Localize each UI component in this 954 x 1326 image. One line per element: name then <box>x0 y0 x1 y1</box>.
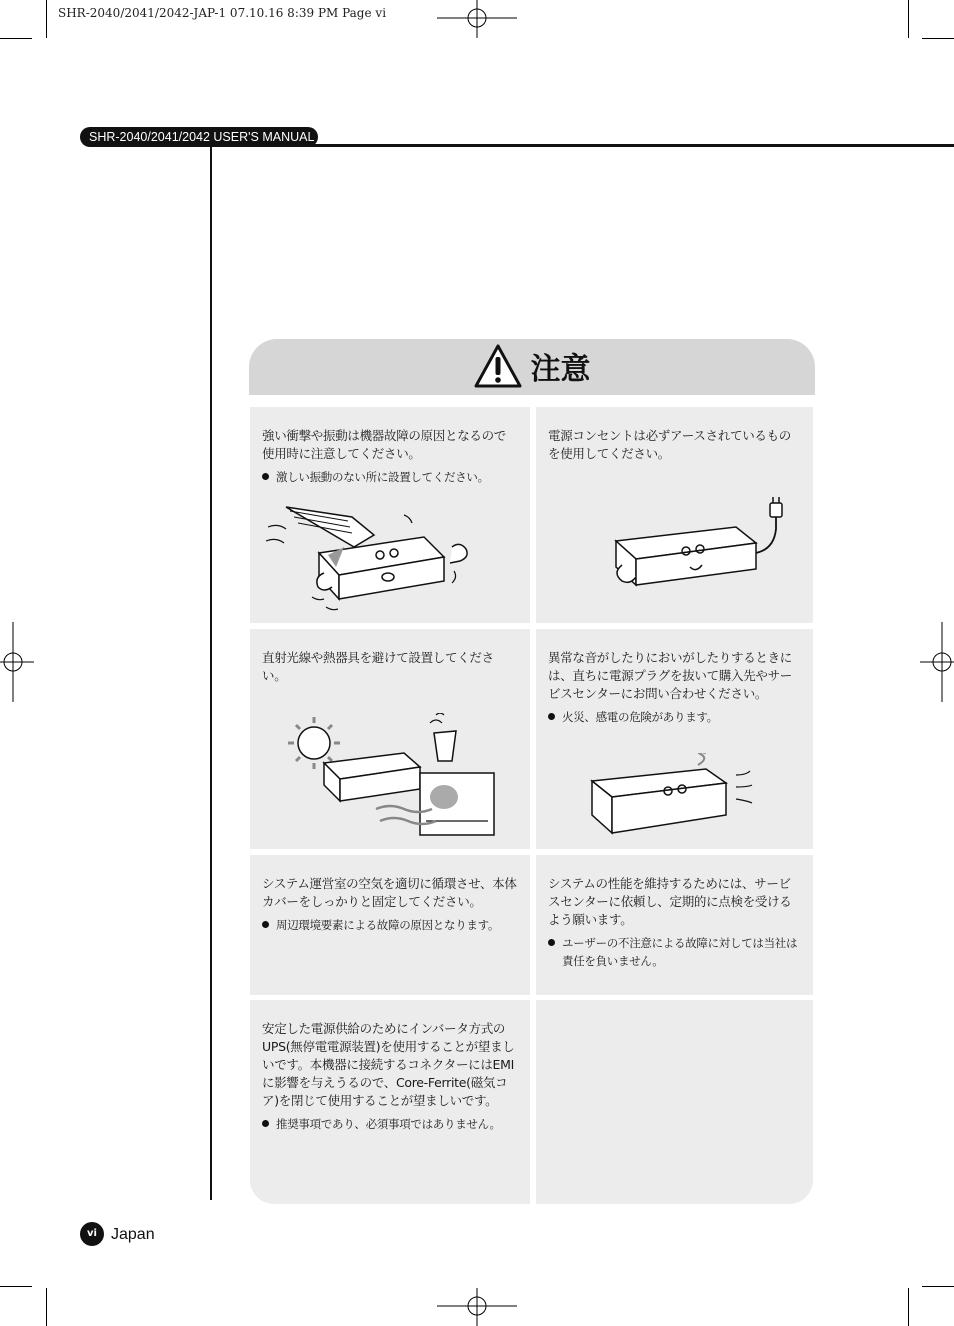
crop-mark <box>908 1288 909 1326</box>
registration-mark-icon <box>437 0 517 40</box>
registration-mark-icon <box>437 1288 517 1326</box>
caution-bullet: 激しい振動のない所に設置してください。 <box>262 468 518 486</box>
warning-triangle-icon <box>473 343 523 389</box>
caution-text: 強い衝撃や振動は機器故障の原因となるので使用時に注意してください。 <box>262 428 507 461</box>
caution-item-heat <box>250 629 530 849</box>
device-shock-illustration <box>264 495 484 615</box>
crop-mark <box>0 1286 32 1287</box>
caution-item-ups <box>250 1000 530 1204</box>
manual-title-badge: SHR-2040/2041/2042 USER'S MANUAL <box>80 127 318 147</box>
crop-mark <box>908 0 909 38</box>
caution-title: 注意 <box>530 352 591 387</box>
caution-item-empty <box>536 1000 813 1204</box>
smoking-device-illustration <box>586 753 806 843</box>
caution-bullet: ユーザーの不注意による故障に対しては当社は責任を負いません。 <box>548 934 801 970</box>
header-rule <box>300 144 954 147</box>
caution-bullet: 推奨事項であり、必須事項ではありません。 <box>262 1115 518 1133</box>
crop-mark <box>922 38 954 39</box>
caution-text: 電源コンセントは必ずアースされているものを使用してください。 <box>548 428 792 461</box>
caution-bullet: 周辺環境要素による故障の原因となります。 <box>262 916 518 934</box>
print-slug: SHR-2040/2041/2042-JAP-1 07.10.16 8:39 PM Page vi <box>58 6 387 20</box>
grounded-plug-illustration <box>606 493 806 603</box>
caution-header <box>249 339 815 395</box>
caution-item-abnormal <box>536 629 813 849</box>
caution-text: 異常な音がしたりにおいがしたりするときには、直ちに電源プラグを抜いて購入先やサービスセンターにお問い合わせください。 <box>548 650 793 701</box>
caution-item-grounding <box>536 407 813 623</box>
crop-mark <box>46 1288 47 1326</box>
caution-text: 直射光線や熱器具を避けて設置してください。 <box>262 650 494 683</box>
caution-item-ventilation <box>250 855 530 995</box>
crop-mark <box>922 1286 954 1287</box>
crop-mark <box>0 38 32 39</box>
caution-item-maintenance <box>536 855 813 995</box>
caution-text: 安定した電源供給のためにインバータ方式のUPS(無停電電源装置)を使用することが望ましいです。本機器に接続するコネクターにはEMIに影響を与えうるので、Core-Ferrite(磁気コア)を閉じて使用することが望ましいです。 <box>262 1021 515 1108</box>
caution-item-shock <box>250 407 530 623</box>
caution-bullet: 火災、感電の危険があります。 <box>548 708 801 726</box>
registration-mark-icon <box>0 622 34 702</box>
caution-text: システム運営室の空気を適切に循環させ、本体カバーをしっかりと固定してください。 <box>262 876 517 909</box>
crop-mark <box>46 0 47 38</box>
left-margin-rule <box>210 147 212 1200</box>
footer-region-label: Japan <box>111 1226 155 1243</box>
sun-and-heater-illustration <box>284 713 504 843</box>
page-number-badge: vi <box>80 1222 104 1246</box>
caution-text: システムの性能を維持するためには、サービスセンターに依頼し、定期的に点検を受けるよう願います。 <box>548 876 792 927</box>
registration-mark-icon <box>920 622 954 702</box>
